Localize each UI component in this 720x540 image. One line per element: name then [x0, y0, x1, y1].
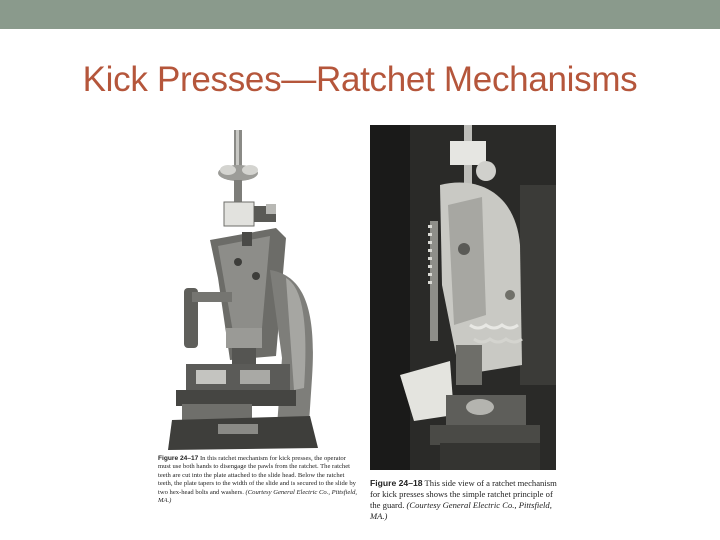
figure-text-right: This side view of a ratchet mechanism for kick presses shows the simple ratchet principle of the guard.: [370, 478, 557, 510]
ratchet-side-view-photo: [370, 125, 556, 470]
figure-credit-left: (Courtesy General Electric Co., Pittsfield, MA.): [158, 488, 358, 505]
figure-text-left: In this ratchet mechanism for kick presses, the operator must use both hands to disengage the pawls from the ratchet. The ratchet teeth are cut into the plate attached to the slide head. Below the ratchet teeth, the plate tapers to the width of the slide and is secured to the slide by two hex-head bolts and washers.: [158, 455, 356, 496]
figure-label-right: Figure 24–18: [370, 478, 423, 488]
top-band: [0, 0, 720, 29]
slide-title: Kick Presses—Ratchet Mechanisms: [82, 60, 638, 99]
kick-press-front-photo: [158, 128, 358, 453]
figure-caption-left: [158, 455, 360, 505]
figure-label-left: Figure 24–17: [158, 455, 199, 462]
figure-credit-right: (Courtesy General Electric Co., Pittsfield, MA.): [370, 500, 552, 521]
figure-caption-right: [370, 478, 560, 522]
